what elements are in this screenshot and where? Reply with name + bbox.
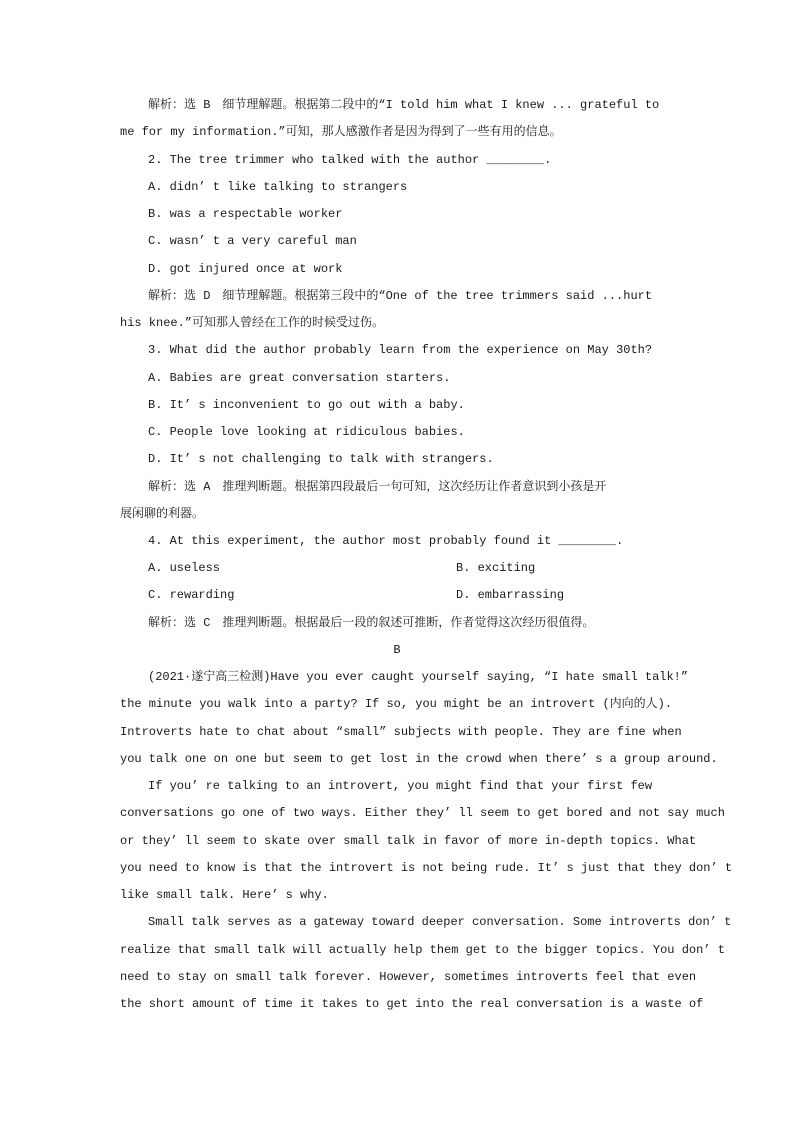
answer-1-line-1: 解析：选 B 细节理解题。根据第二段中的“I told him what I knew ... grateful to — [148, 98, 660, 112]
passage-p1-line-2: the minute you walk into a party? If so, you might be an introvert (内向的人). — [120, 697, 673, 711]
question-2: 2. The tree trimmer who talked with the author ________. — [148, 153, 552, 167]
passage-p2-line-3: or they’ ll seem to skate over small talk in favor of more in-depth topics. What — [120, 834, 697, 848]
answer-3-line-1: 解析：选 A 推理判断题。根据第四段最后一句可知，这次经历让作者意识到小孩是开 — [148, 480, 607, 494]
question-4-option-d: D. embarrassing — [456, 588, 565, 602]
answer-3-line-2: 展闲聊的利器。 — [120, 507, 205, 521]
passage-p2-line-4: you need to know is that the introvert is not being rude. It’ s just that they don’ t — [120, 861, 733, 875]
question-4-option-b: B. exciting — [456, 561, 536, 575]
question-4-option-c: C. rewarding — [148, 588, 235, 602]
question-3: 3. What did the author probably learn from the experience on May 30th? — [148, 343, 653, 357]
question-2-option-b: B. was a respectable worker — [148, 207, 343, 221]
question-3-option-c: C. People love looking at ridiculous babies. — [148, 425, 465, 439]
answer-2-line-2: his knee.”可知那人曾经在工作的时候受过伤。 — [120, 316, 385, 330]
question-3-option-a: A. Babies are great conversation starters. — [148, 371, 451, 385]
section-heading-b: B — [393, 643, 401, 657]
passage-p2-line-2: conversations go one of two ways. Either they’ ll seem to get bored and not say much — [120, 806, 725, 820]
question-2-option-c: C. wasn’ t a very careful man — [148, 234, 357, 248]
question-2-option-d: D. got injured once at work — [148, 262, 343, 276]
passage-p2-line-1: If you’ re talking to an introvert, you might find that your first few — [148, 779, 653, 793]
question-3-option-d: D. It’ s not challenging to talk with strangers. — [148, 452, 494, 466]
passage-p3-line-3: need to stay on small talk forever. However, sometimes introverts feel that even — [120, 970, 697, 984]
question-4-option-a: A. useless — [148, 561, 221, 575]
passage-p3-line-4: the short amount of time it takes to get into the real conversation is a waste of — [120, 997, 704, 1011]
answer-4: 解析：选 C 推理判断题。根据最后一段的叙述可推断，作者觉得这次经历很值得。 — [148, 616, 595, 630]
passage-p1-line-4: you talk one on one but seem to get lost in the crowd when there’ s a group around. — [120, 752, 718, 766]
passage-p1-line-1: (2021·遂宁高三检测)Have you ever caught yourself saying, “I hate small talk!” — [148, 670, 689, 684]
passage-p3-line-1: Small talk serves as a gateway toward deeper conversation. Some introverts don’ t — [148, 915, 732, 929]
answer-1-line-2: me for my information.”可知，那人感激作者是因为得到了一些有用的信息。 — [120, 125, 562, 139]
passage-p2-line-5: like small talk. Here’ s why. — [120, 888, 329, 902]
passage-p3-line-2: realize that small talk will actually help them get to the bigger topics. You don’ t — [120, 943, 725, 957]
question-3-option-b: B. It’ s inconvenient to go out with a baby. — [148, 398, 465, 412]
question-2-option-a: A. didn’ t like talking to strangers — [148, 180, 408, 194]
question-4: 4. At this experiment, the author most probably found it ________. — [148, 534, 624, 548]
passage-p1-line-3: Introverts hate to chat about “small” subjects with people. They are fine when — [120, 725, 682, 739]
answer-2-line-1: 解析：选 D 细节理解题。根据第三段中的“One of the tree trimmers said ...hurt — [148, 289, 653, 303]
